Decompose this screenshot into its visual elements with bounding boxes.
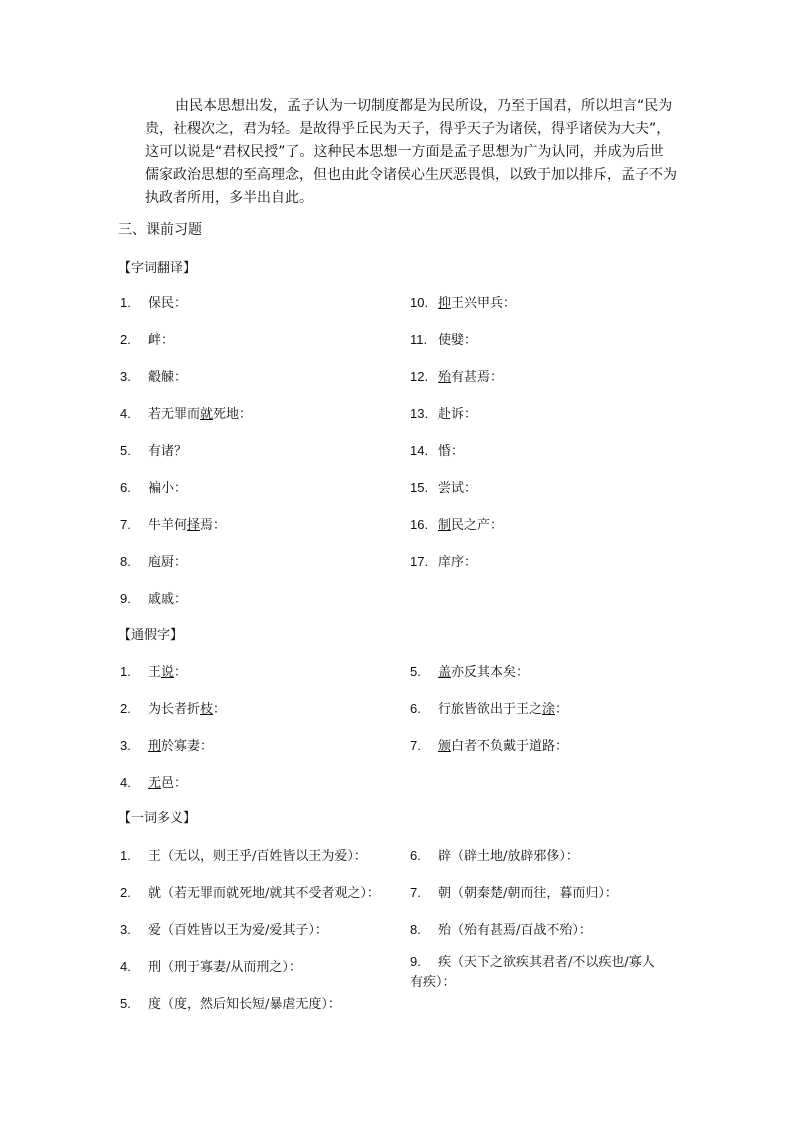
item-text-pre: 行旅皆欲出于王之 bbox=[438, 702, 543, 717]
item-number: 12. bbox=[410, 369, 429, 384]
item-text-pre: 褊小 bbox=[148, 481, 175, 496]
item-text-post: 亦反其本矣： bbox=[451, 665, 530, 680]
item-text-post: ： bbox=[213, 702, 227, 717]
item-text-pre: 戚戚 bbox=[148, 592, 175, 607]
item-text-post: ： bbox=[161, 333, 175, 348]
item-text-post: 王兴甲兵： bbox=[451, 296, 517, 311]
item-number: 2. bbox=[120, 332, 131, 347]
list-item bbox=[120, 661, 187, 680]
list-item bbox=[120, 329, 174, 348]
item-text-post: ： bbox=[174, 592, 188, 607]
item-number: 3. bbox=[120, 738, 131, 753]
item-underlined-char: 枝 bbox=[200, 702, 214, 717]
item-text-post: 邑： bbox=[161, 776, 188, 791]
list-item bbox=[120, 698, 226, 717]
list-item bbox=[120, 366, 187, 385]
item-text-continued: 有疾）： bbox=[410, 975, 456, 990]
item-text: 度（度，然后知长短/暴虐无度）： bbox=[148, 997, 341, 1012]
item-text-pre: 王 bbox=[148, 665, 162, 680]
item-number: 1. bbox=[120, 664, 131, 679]
item-number: 16. bbox=[410, 517, 429, 532]
list-item bbox=[410, 882, 618, 901]
list-item bbox=[410, 952, 655, 993]
section-title: 三、课前习题 bbox=[118, 222, 202, 238]
paragraph-line: 儒家政治思想的至高理念，但也由此令诸侯心生厌恶畏惧，以致于加以排斥，孟子不为 bbox=[145, 167, 677, 183]
list-item bbox=[120, 403, 252, 422]
item-text-pre: 保民 bbox=[148, 296, 175, 311]
list-item bbox=[120, 919, 328, 938]
item-text: 疾（天下之欲疾其君者/不以疾也/寡人 bbox=[438, 955, 655, 970]
list-item bbox=[120, 551, 187, 570]
item-underlined-char: 颁 bbox=[438, 739, 452, 754]
item-number: 3. bbox=[120, 369, 131, 384]
item-text-pre: 惛 bbox=[438, 444, 452, 459]
item-text-post: ： bbox=[464, 407, 478, 422]
list-item bbox=[120, 477, 187, 496]
list-item bbox=[120, 735, 213, 754]
list-item bbox=[410, 329, 477, 348]
item-text-pre: 若无罪而 bbox=[148, 407, 201, 422]
intro-paragraph bbox=[145, 95, 681, 210]
list-item bbox=[410, 551, 477, 570]
list-item bbox=[410, 514, 503, 533]
subsection-title-ziciyi: 【字词翻译】 bbox=[118, 261, 197, 276]
list-item bbox=[410, 698, 568, 717]
item-text-post: 民之产： bbox=[451, 518, 504, 533]
item-number: 8. bbox=[120, 554, 131, 569]
item-text-pre: 庠序 bbox=[438, 555, 465, 570]
item-text-post: 於寡妻： bbox=[161, 739, 214, 754]
item-text-post: ： bbox=[174, 481, 188, 496]
item-text-pre: 衅 bbox=[148, 333, 162, 348]
list-item bbox=[120, 882, 380, 901]
list-item bbox=[410, 403, 477, 422]
item-text-post: ： bbox=[174, 665, 188, 680]
item-number: 17. bbox=[410, 554, 429, 569]
item-text-post: ： bbox=[464, 333, 478, 348]
item-number: 5. bbox=[120, 996, 131, 1011]
list-item bbox=[120, 993, 341, 1012]
item-number: 9. bbox=[120, 591, 131, 606]
paragraph-line: 执政者所用，多半出自此。 bbox=[145, 190, 313, 206]
list-item bbox=[120, 514, 226, 533]
item-text-pre: 牛羊何 bbox=[148, 518, 188, 533]
item-number: 13. bbox=[410, 406, 429, 421]
item-text: 朝（朝秦楚/朝而往，暮而归）： bbox=[438, 886, 618, 901]
item-number: 1. bbox=[120, 848, 131, 863]
item-number: 15. bbox=[410, 480, 429, 495]
item-underlined-char: 涂 bbox=[542, 702, 556, 717]
list-item bbox=[410, 735, 568, 754]
item-underlined-char: 盖 bbox=[438, 665, 452, 680]
item-underlined-char: 制 bbox=[438, 518, 452, 533]
item-text-post: 死地： bbox=[213, 407, 253, 422]
item-number: 8. bbox=[410, 922, 421, 937]
item-number: 14. bbox=[410, 443, 429, 458]
item-number: 9. bbox=[410, 954, 421, 969]
item-text-post: ： bbox=[174, 370, 188, 385]
item-text-pre: 使嬖 bbox=[438, 333, 465, 348]
item-underlined-char: 抑 bbox=[438, 296, 452, 311]
paragraph-line: 这可以说是“君权民授”了。这种民本思想一方面是孟子思想为广为认同，并成为后世 bbox=[145, 144, 664, 160]
subsection-title-yiciduoyi: 【一词多义】 bbox=[118, 811, 197, 826]
item-number: 6. bbox=[120, 480, 131, 495]
item-text: 殆（殆有甚焉/百战不殆）： bbox=[438, 923, 592, 938]
item-text-post: ： bbox=[464, 481, 478, 496]
item-number: 4. bbox=[120, 775, 131, 790]
list-item bbox=[410, 366, 503, 385]
list-item bbox=[120, 588, 187, 607]
item-text: 王（无以，则王乎/百姓皆以王为爱）： bbox=[148, 849, 367, 864]
item-text-post: ： bbox=[451, 444, 465, 459]
list-item bbox=[410, 440, 464, 459]
item-number: 6. bbox=[410, 848, 421, 863]
item-text-pre: 有诸？ bbox=[148, 444, 188, 459]
list-item bbox=[410, 661, 529, 680]
list-item bbox=[410, 292, 516, 311]
list-item bbox=[120, 440, 187, 459]
item-number: 4. bbox=[120, 406, 131, 421]
item-text-post: ： bbox=[464, 555, 478, 570]
item-text-post: 有甚焉： bbox=[451, 370, 504, 385]
item-text: 就（若无罪而就死地/就其不受者观之）： bbox=[148, 886, 380, 901]
list-item bbox=[120, 956, 302, 975]
item-number: 2. bbox=[120, 701, 131, 716]
item-text-post: ： bbox=[174, 555, 188, 570]
item-number: 5. bbox=[120, 443, 131, 458]
paragraph-line: 贵，社稷次之，君为轻。是故得乎丘民为天子，得乎天子为诸侯，得乎诸侯为大夫”， bbox=[145, 121, 671, 137]
list-item bbox=[120, 772, 187, 791]
item-number: 4. bbox=[120, 959, 131, 974]
item-underlined-char: 就 bbox=[200, 407, 214, 422]
item-underlined-char: 择 bbox=[187, 518, 201, 533]
list-item bbox=[410, 845, 579, 864]
item-number: 11. bbox=[410, 332, 428, 347]
item-underlined-char: 无 bbox=[148, 776, 162, 791]
item-text-pre: 赴诉 bbox=[438, 407, 465, 422]
item-underlined-char: 说 bbox=[161, 665, 175, 680]
item-text-post: ： bbox=[174, 296, 188, 311]
item-number: 3. bbox=[120, 922, 131, 937]
item-text: 爱（百姓皆以王为爱/爱其子）： bbox=[148, 923, 328, 938]
item-text-pre: 庖厨 bbox=[148, 555, 175, 570]
item-number: 1. bbox=[120, 295, 131, 310]
item-text: 刑（刑于寡妻/从而刑之）： bbox=[148, 960, 302, 975]
list-item bbox=[120, 292, 187, 311]
item-underlined-char: 殆 bbox=[438, 370, 452, 385]
paragraph-line: 由民本思想出发，孟子认为一切制度都是为民所设，乃至于国君，所以坦言“民为 bbox=[175, 98, 673, 114]
subsection-title-tongjiazi: 【通假字】 bbox=[118, 628, 184, 643]
item-number: 10. bbox=[410, 295, 429, 310]
item-text-pre: 觳觫 bbox=[148, 370, 175, 385]
item-text: 辟（辟土地/放辟邪侈）： bbox=[438, 849, 579, 864]
item-number: 6. bbox=[410, 701, 421, 716]
item-underlined-char: 刑 bbox=[148, 739, 162, 754]
item-text-post: 焉： bbox=[200, 518, 227, 533]
item-number: 2. bbox=[120, 885, 131, 900]
item-number: 7. bbox=[410, 885, 421, 900]
item-number: 7. bbox=[120, 517, 131, 532]
list-item bbox=[120, 845, 367, 864]
item-text-pre: 为长者折 bbox=[148, 702, 201, 717]
item-number: 5. bbox=[410, 664, 421, 679]
list-item bbox=[410, 919, 592, 938]
item-text-pre: 尝试 bbox=[438, 481, 465, 496]
item-number: 7. bbox=[410, 738, 421, 753]
item-text-post: ： bbox=[555, 702, 569, 717]
item-text-post: 白者不负戴于道路： bbox=[451, 739, 569, 754]
list-item bbox=[410, 477, 477, 496]
